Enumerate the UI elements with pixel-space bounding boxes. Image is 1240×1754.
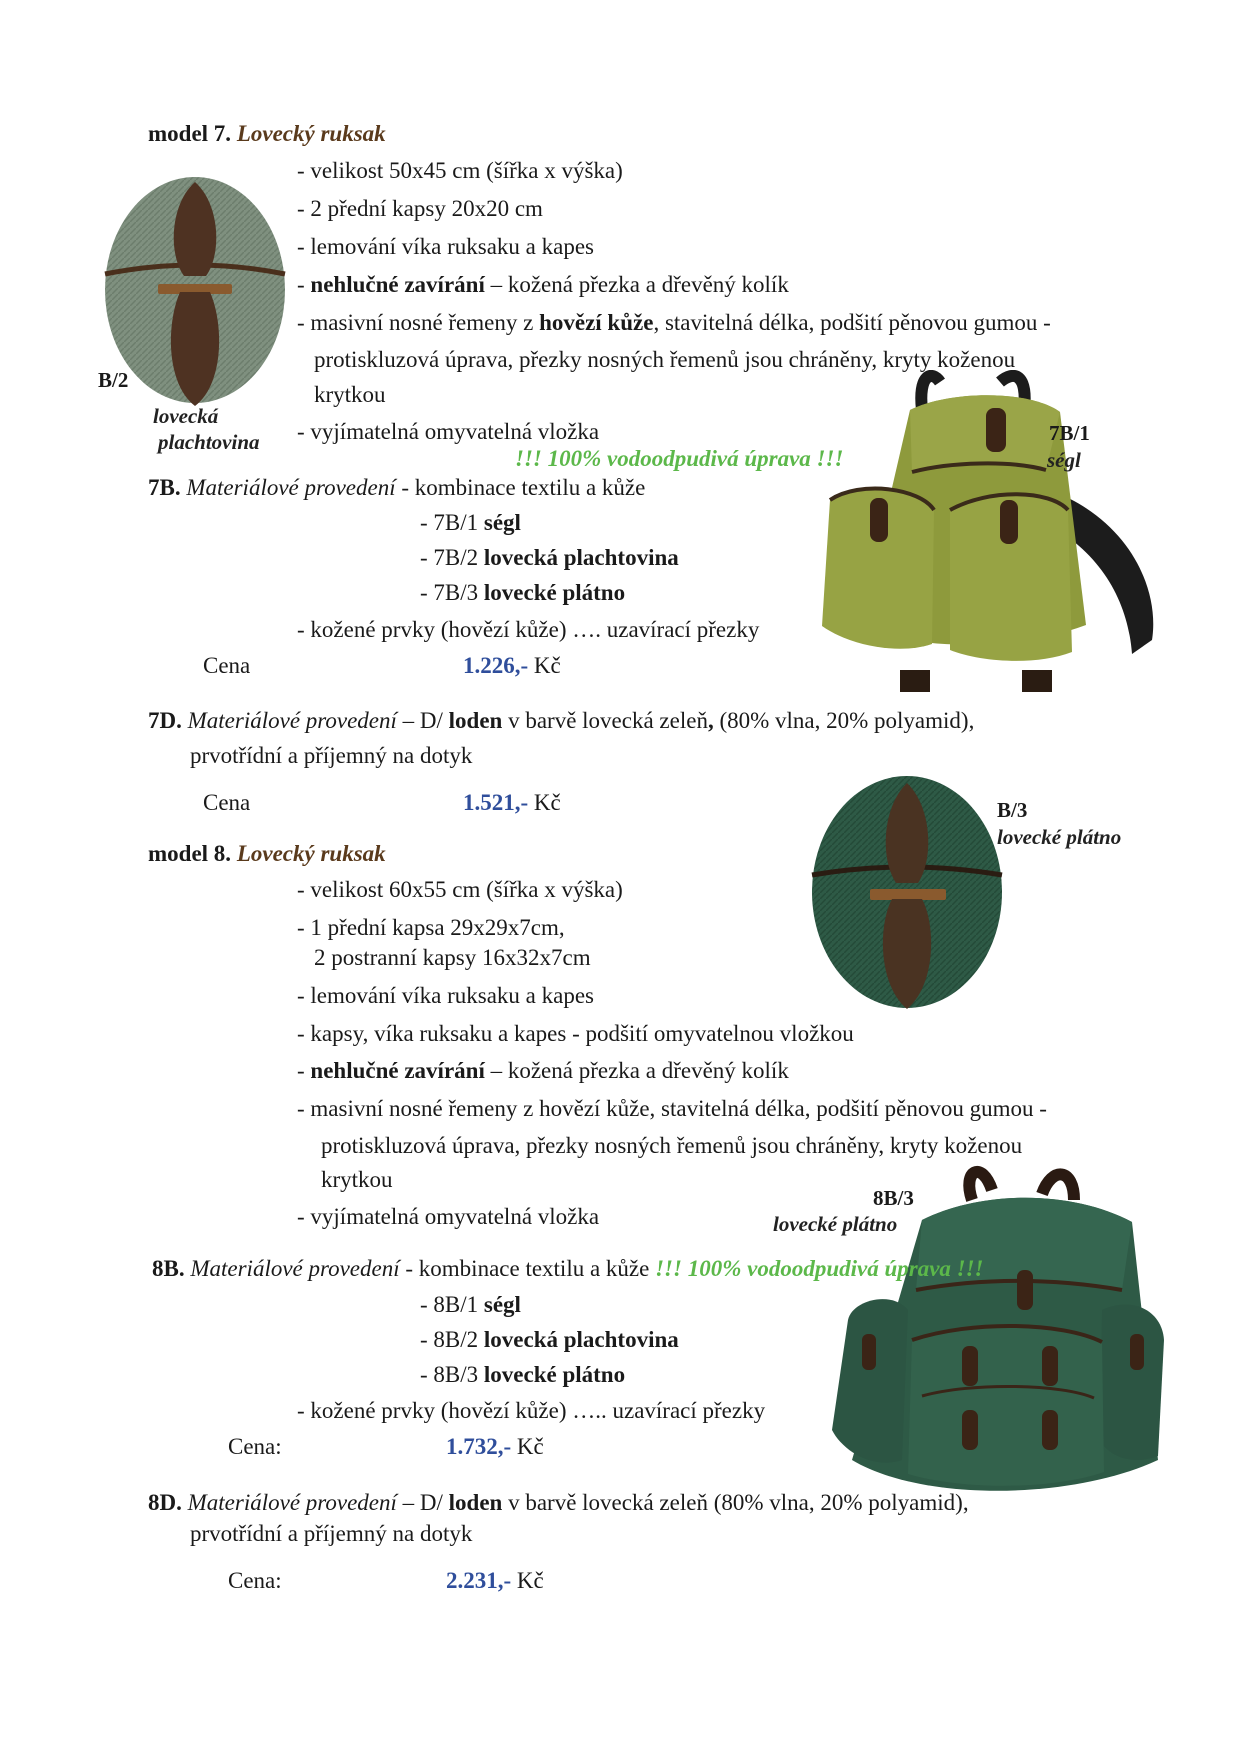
- variant-8b-option-1: - 8B/1 ségl: [420, 1292, 521, 1317]
- variant-7b-price: 1.226,- Kč: [463, 653, 561, 678]
- model8-title-name: Lovecký ruksak: [236, 841, 386, 866]
- variant-8b-price: 1.732,- Kč: [446, 1434, 544, 1459]
- model8-pockets-line2: 2 postranní kapsy 16x32x7cm: [314, 945, 591, 970]
- variant-8b-price-label: Cena:: [228, 1434, 282, 1459]
- variant-8b-option-2: - 8B/2 lovecká plachtovina: [420, 1327, 679, 1352]
- swatch-plachtovina-name-1: lovecká: [153, 404, 219, 428]
- variant-7d-line2: prvotřídní a příjemný na dotyk: [190, 743, 473, 768]
- model7-title: model 7. Lovecký ruksak: [148, 121, 386, 146]
- backpack-green-name: lovecké plátno: [773, 1212, 898, 1236]
- model7-bullet-straps: - masivní nosné řemeny z hovězí kůže, stavitelná délka, podšití pěnovou gumou -: [297, 310, 1051, 335]
- variant-7b-option-3: - 7B/3 lovecké plátno: [420, 580, 626, 605]
- model8-bullet-liner: - vyjímatelná omyvatelná vložka: [297, 1204, 600, 1229]
- variant-7b-option-1: - 7B/1 ségl: [420, 510, 521, 535]
- model7-straps-line2: protiskluzová úprava, přezky nosných řemenů jsou chráněny, kryty koženou: [314, 347, 1016, 372]
- variant-7b-heading: 7B. Materiálové provedení - kombinace textilu a kůže: [148, 475, 646, 500]
- variant-8d-price: 2.231,- Kč: [446, 1568, 544, 1593]
- model7-bullet-pockets: - 2 přední kapsy 20x20 cm: [297, 196, 543, 221]
- model8-bullet-hem: - lemování víka ruksaku a kapes: [297, 983, 594, 1008]
- model8-straps-line3: krytkou: [321, 1167, 393, 1192]
- model7-title-name: Lovecký ruksak: [236, 121, 386, 146]
- swatch-platno-name: lovecké plátno: [997, 825, 1122, 849]
- swatch-plachtovina-code: B/2: [98, 368, 129, 392]
- variant-7d-price-label: Cena: [203, 790, 251, 815]
- model7-waterproof-note: !!! 100% vodoodpudivá úprava !!!: [515, 446, 844, 471]
- variant-7d-price: 1.521,- Kč: [463, 790, 561, 815]
- model8-straps-line2: protiskluzová úprava, přezky nosných řemenů jsou chráněny, kryty koženou: [321, 1133, 1023, 1158]
- model7-bullet-size: - velikost 50x45 cm (šířka x výška): [297, 158, 623, 183]
- model7-bullet-liner: - vyjímatelná omyvatelná vložka: [297, 419, 600, 444]
- variant-8d-heading: 8D. Materiálové provedení – D/ loden v barvě lovecká zeleň (80% vlna, 20% polyamid),: [148, 1490, 969, 1515]
- model7-bullet-closing: - nehlučné zavírání – kožená přezka a dřevěný kolík: [297, 272, 789, 297]
- variant-7b-option-2: - 7B/2 lovecká plachtovina: [420, 545, 679, 570]
- model8-waterproof-note: !!! 100% vodoodpudivá úprava !!!: [655, 1256, 984, 1281]
- model8-bullet-straps: - masivní nosné řemeny z hovězí kůže, stavitelná délka, podšití pěnovou gumou -: [297, 1096, 1047, 1121]
- swatch-plachtovina-name-2: plachtovina: [158, 430, 260, 454]
- model8-title: model 8. Lovecký ruksak: [148, 841, 386, 866]
- model8-bullet-size: - velikost 60x55 cm (šířka x výška): [297, 877, 623, 902]
- variant-8b-option-3: - 8B/3 lovecké plátno: [420, 1362, 626, 1387]
- model8-bullet-closing: - nehlučné zavírání – kožená přezka a dřevěný kolík: [297, 1058, 789, 1083]
- backpack-green-code: 8B/3: [873, 1186, 914, 1210]
- model8-bullet-lining: - kapsy, víka ruksaku a kapes - podšití omyvatelnou vložkou: [297, 1021, 854, 1046]
- swatch-platno-code: B/3: [997, 798, 1028, 822]
- model7-straps-line3: krytkou: [314, 382, 386, 407]
- backpack-olive-code: 7B/1: [1049, 421, 1090, 445]
- variant-7b-price-label: Cena: [203, 653, 251, 678]
- model7-bullet-hem: - lemování víka ruksaku a kapes: [297, 234, 594, 259]
- backpack-olive-name: ségl: [1047, 448, 1081, 472]
- variant-7b-leather: - kožené prvky (hovězí kůže) …. uzavírací přezky: [297, 617, 760, 642]
- model8-bullet-pockets: - 1 přední kapsa 29x29x7cm,: [297, 915, 565, 940]
- swatch-plachtovina-image: [100, 174, 290, 406]
- backpack-olive-image: [800, 370, 1170, 700]
- swatch-platno-image: [808, 773, 1006, 1011]
- variant-8b-heading: 8B. Materiálové provedení - kombinace textilu a kůže !!! 100% vodoodpudivá úprava !!!: [152, 1256, 984, 1281]
- variant-7d-heading: 7D. Materiálové provedení – D/ loden v barvě lovecká zeleň, (80% vlna, 20% polyamid),: [148, 708, 975, 733]
- variant-8b-leather: - kožené prvky (hovězí kůže) ….. uzavírací přezky: [297, 1398, 766, 1423]
- variant-8d-line2: prvotřídní a příjemný na dotyk: [190, 1521, 473, 1546]
- variant-8d-price-label: Cena:: [228, 1568, 282, 1593]
